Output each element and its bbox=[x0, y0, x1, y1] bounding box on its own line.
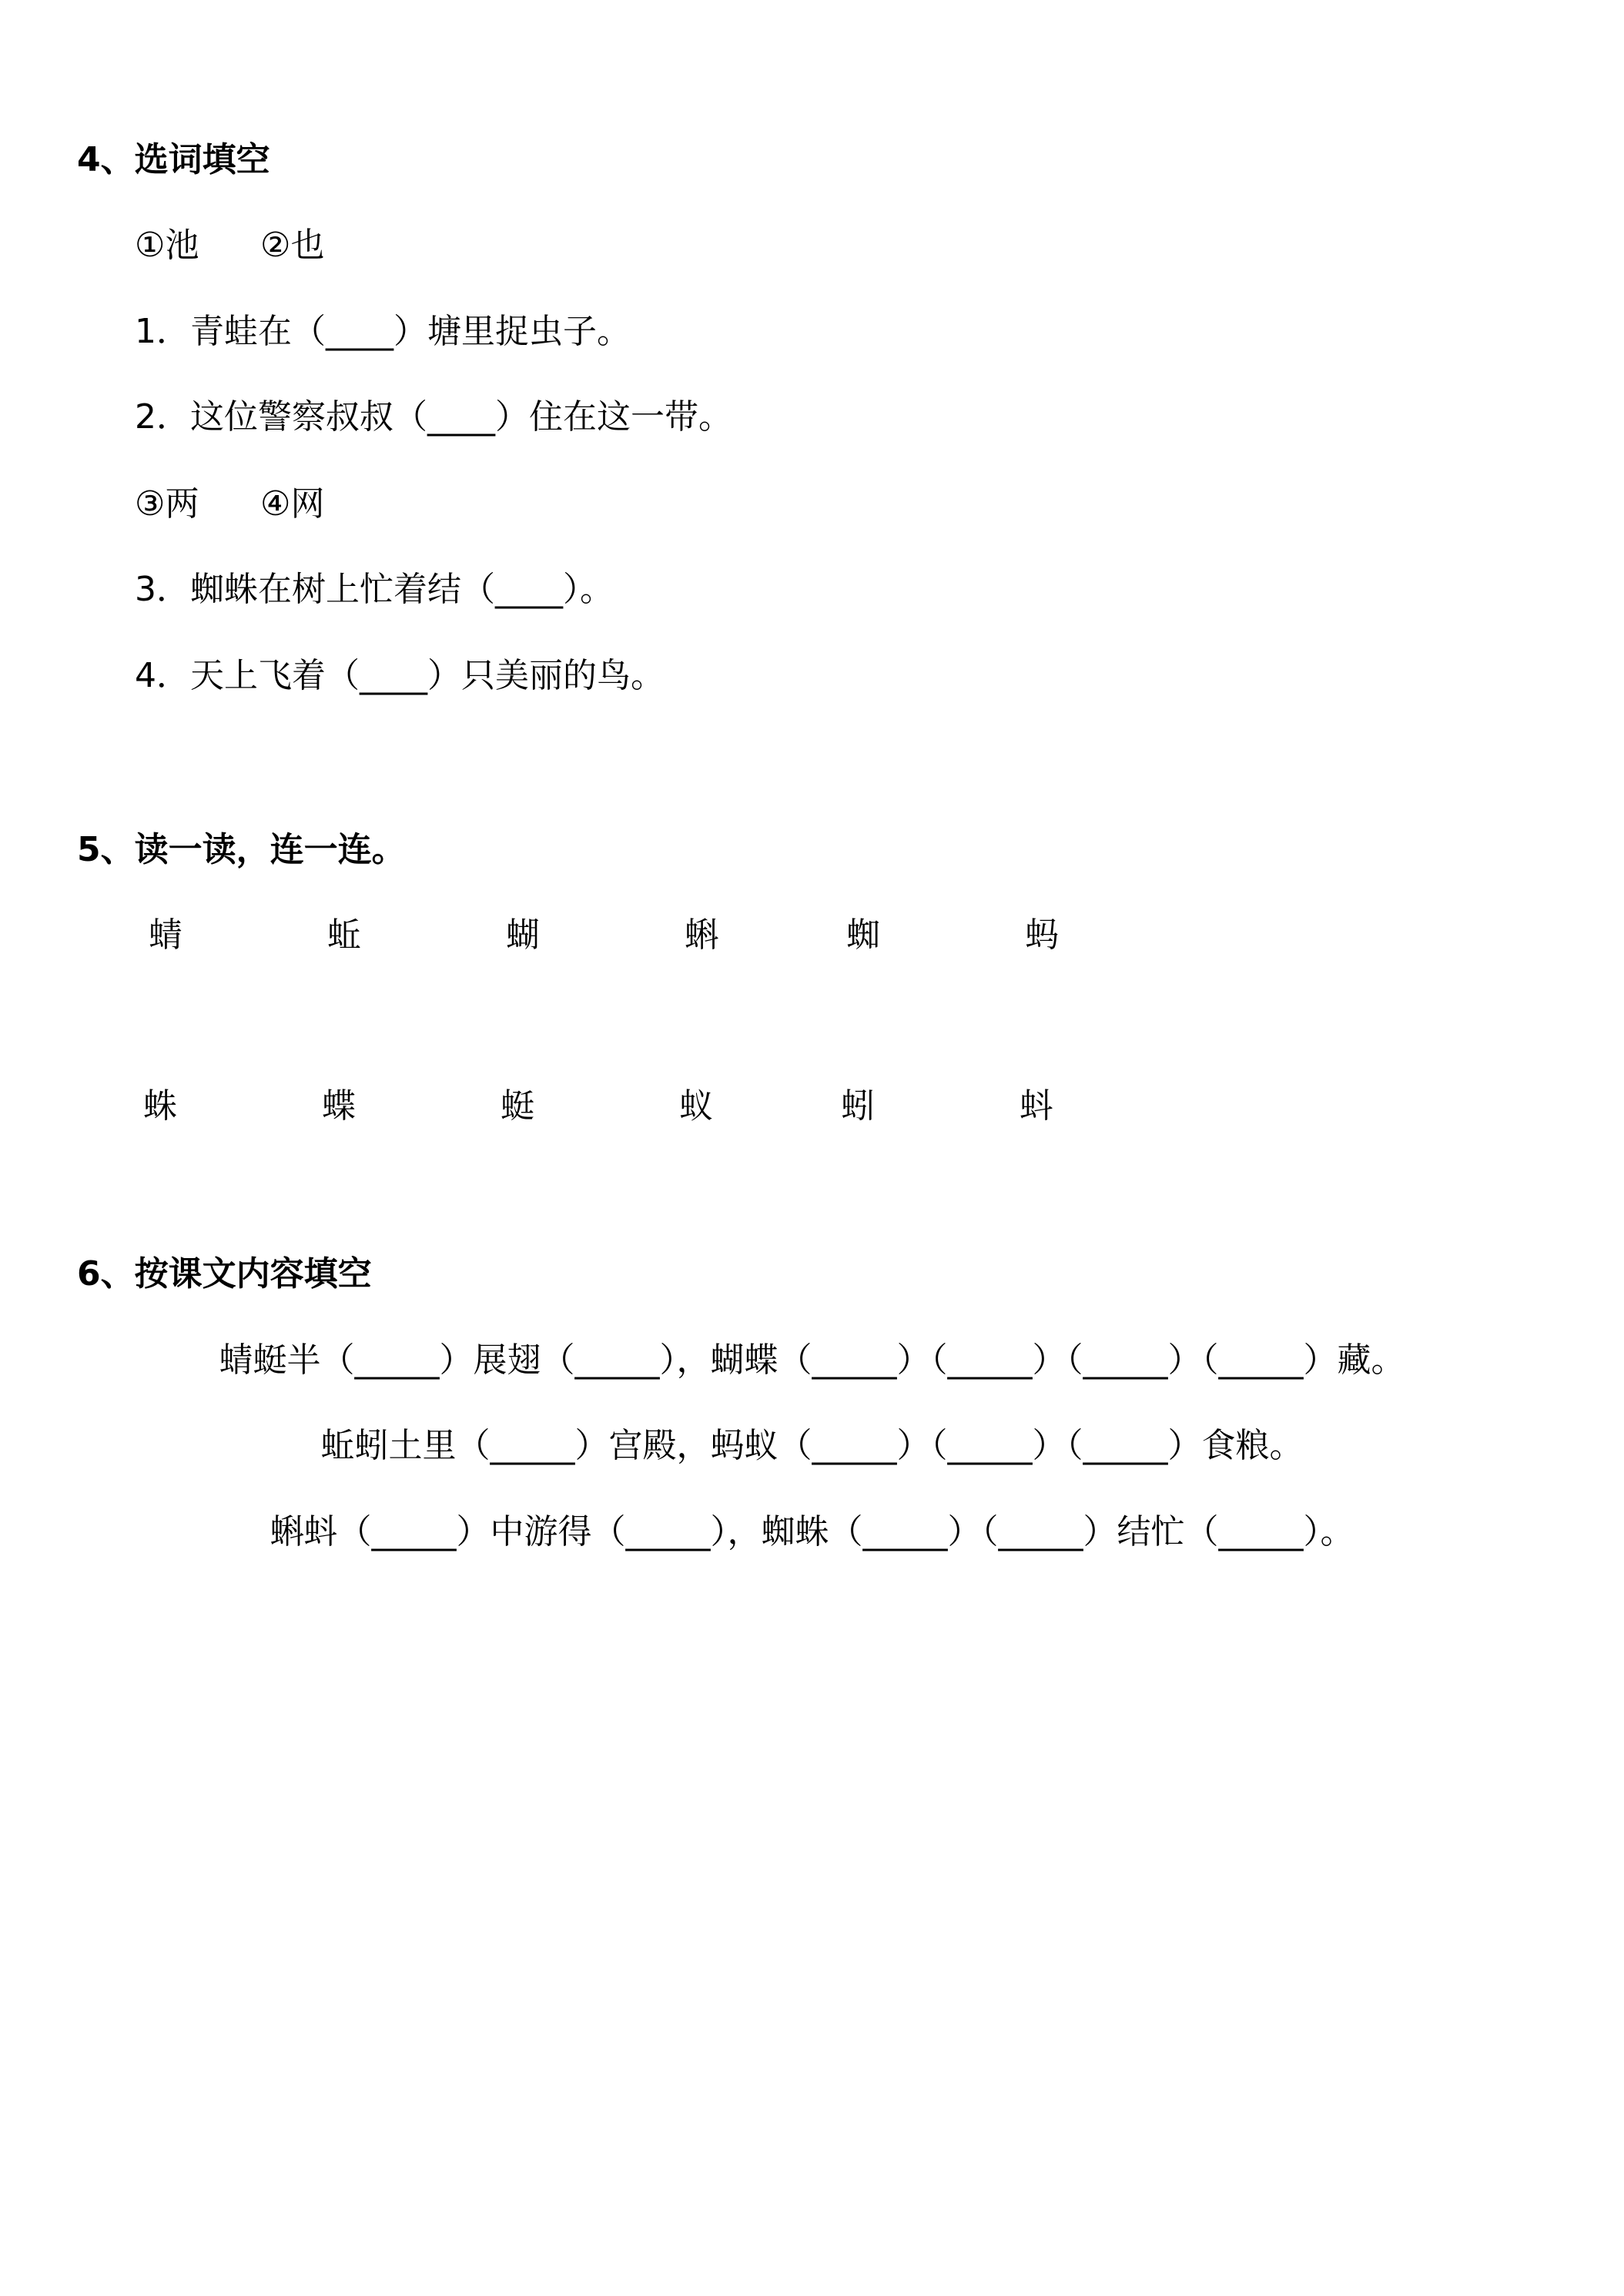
section4-question-2: 2．这位警察叔叔（____）住在这一带。 bbox=[135, 397, 732, 437]
match-bottom-char-4: 蚁 bbox=[679, 1086, 713, 1126]
section6-heading: 6、按课文内容填空 bbox=[77, 1254, 372, 1294]
section4-question-4: 4．天上飞着（____）只美丽的鸟。 bbox=[135, 656, 665, 695]
section4-heading: 4、选词填空 bbox=[77, 140, 270, 179]
section4-option-2: ②也 bbox=[260, 226, 325, 265]
section4-question-3: 3．蜘蛛在树上忙着结（____）。 bbox=[135, 570, 614, 609]
match-bottom-char-3: 蜓 bbox=[501, 1086, 534, 1126]
section6-line-2: 蚯蚓土里（_____）宫殿，蚂蚁（_____）（_____）（_____）食粮。 bbox=[320, 1426, 1304, 1465]
section6-line-1: 蜻蜓半（_____）展翅（_____），蝴蝶（_____）（_____）（_____）（_____）藏。 bbox=[219, 1340, 1405, 1380]
match-bottom-char-2: 蝶 bbox=[322, 1086, 356, 1126]
match-bottom-char-6: 蚪 bbox=[1020, 1086, 1053, 1126]
section4-option-3: ③两 bbox=[135, 484, 199, 524]
section4-question-1: 1．青蛙在（____）塘里捉虫子。 bbox=[135, 312, 631, 351]
section5-heading: 5、读一读，连一连。 bbox=[77, 830, 406, 869]
match-top-char-4: 蝌 bbox=[685, 915, 718, 955]
match-top-char-3: 蝴 bbox=[506, 915, 540, 955]
section4-option-1: ①池 bbox=[135, 226, 199, 265]
match-top-char-1: 蜻 bbox=[149, 915, 182, 955]
section6-line-3: 蝌蚪（_____）中游得（_____），蜘蛛（_____）（_____）结忙（_____）。 bbox=[270, 1512, 1354, 1551]
match-top-char-2: 蚯 bbox=[327, 915, 361, 955]
match-bottom-char-1: 蛛 bbox=[143, 1086, 177, 1126]
match-top-char-6: 蚂 bbox=[1025, 915, 1059, 955]
match-top-char-5: 蜘 bbox=[846, 915, 880, 955]
section4-option-4: ④网 bbox=[260, 484, 325, 524]
match-bottom-char-5: 蚓 bbox=[841, 1086, 875, 1126]
